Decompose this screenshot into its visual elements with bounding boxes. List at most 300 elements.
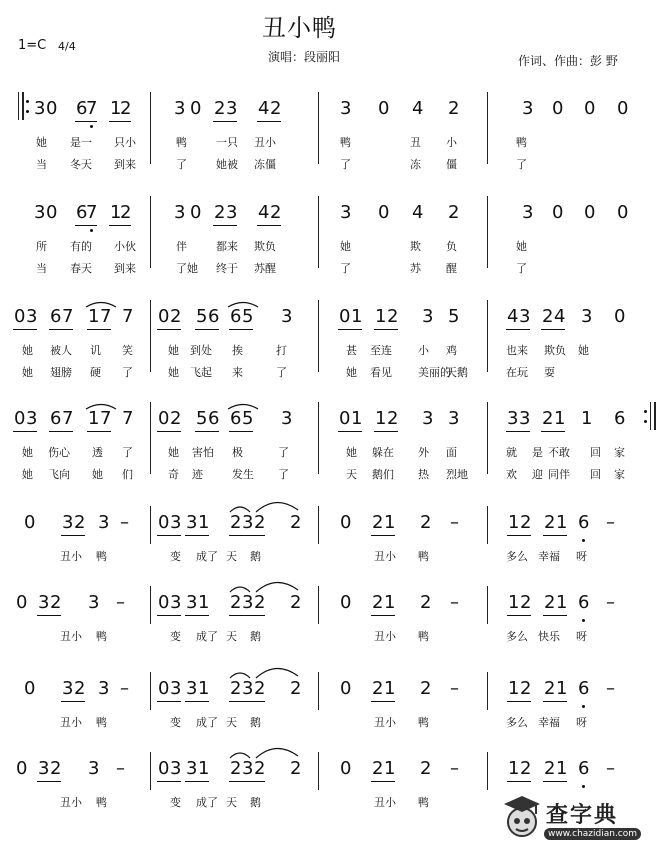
lyric: 丑 [410,136,421,149]
lyric: 僵 [446,158,457,171]
lyric: 了她 [176,262,198,275]
time-signature: 4/4 [58,40,76,53]
note: 2 [50,758,62,779]
note: 6 [76,202,88,223]
lyric: 变 [170,630,181,643]
lyric: 负 [446,240,457,253]
slur-arc [226,498,316,514]
note: 2 [290,678,302,699]
lyric: 她 [168,366,179,379]
lyric: 幸福 [538,550,560,563]
slur-arc [226,744,316,760]
note: 3 [34,202,46,223]
beam-underline [195,329,219,330]
note: 2 [372,592,384,613]
lyric: 了 [176,158,187,171]
low-octave-dot [582,705,585,708]
lyric: 挨 [232,344,243,357]
lyric: 都来 [216,240,238,253]
lyric: 是一 [70,136,92,149]
note: – [116,592,125,613]
beam-underline [37,781,61,782]
note: 1 [198,678,210,699]
beam-underline [507,701,531,702]
note: 2 [230,678,242,699]
lyric: 呀 [576,630,587,643]
bar-line [487,402,488,474]
note: 4 [554,306,566,327]
lyric: 欺 [410,240,421,253]
lyric: 极 [232,446,243,459]
note: 2 [372,512,384,533]
note: 0 [158,678,170,699]
lyric: 天 [226,796,237,809]
note: 0 [190,98,202,119]
note: 3 [170,592,182,613]
beam-underline [87,431,111,432]
lyric: 天鹅 [446,366,468,379]
beam-underline [213,225,237,226]
note: 7 [86,98,98,119]
note: 6 [230,408,242,429]
lyric: 回 [590,468,601,481]
lyric: 外 [418,446,429,459]
note: 3 [242,678,254,699]
note: 3 [581,306,593,327]
beam-underline [61,701,85,702]
note: – [450,592,459,613]
lyric: 迹 [192,468,203,481]
low-octave-dot [90,229,93,232]
note: 1 [198,512,210,533]
lyric: 鸭 [418,550,429,563]
note: 1 [384,758,396,779]
note: – [606,758,615,779]
note: 3 [98,678,110,699]
note: 2 [120,202,132,223]
note: 3 [242,512,254,533]
lyric: 了 [278,446,289,459]
note: 1 [508,758,520,779]
note: 2 [448,202,460,223]
repeat-dot [26,110,29,113]
note: 6 [578,512,590,533]
note: 7 [62,408,74,429]
low-octave-dot [582,539,585,542]
note: 7 [122,408,134,429]
bar-line [150,196,151,268]
note: – [606,678,615,699]
note: 3 [522,202,534,223]
lyric: 烈地 [446,468,468,481]
note: 0 [340,758,352,779]
lyric: 天 [226,716,237,729]
lyric: 多么 [506,716,528,729]
beam-underline [338,431,362,432]
beam-underline [229,781,265,782]
lyric: 冻 [410,158,421,171]
bar-line [318,300,319,372]
note: – [450,678,459,699]
repeat-dot [26,100,29,103]
lyric: 是 [532,446,543,459]
note: 2 [290,592,302,613]
note: 3 [62,678,74,699]
note: 0 [190,202,202,223]
note: 2 [542,408,554,429]
note: 2 [254,512,266,533]
note: 1 [554,408,566,429]
note: 4 [258,98,270,119]
beam-underline [157,535,181,536]
bar-line [150,402,151,474]
note: 3 [26,306,38,327]
note: 1 [88,408,100,429]
note: 2 [230,592,242,613]
note: 5 [196,408,208,429]
note: 7 [62,306,74,327]
low-octave-dot [582,785,585,788]
lyric: 鸭 [96,630,107,643]
lyric: 她 [22,366,33,379]
lyric: 呀 [576,550,587,563]
note: 0 [14,408,26,429]
lyric: 回 [590,446,601,459]
note: 3 [242,592,254,613]
beam-underline [543,701,567,702]
note: 3 [170,512,182,533]
note: 2 [544,592,556,613]
beam-underline [75,225,97,226]
lyric: 鸭 [96,796,107,809]
note: 2 [520,678,532,699]
lyric: 丑小 [374,716,396,729]
beam-underline [543,781,567,782]
lyric: 成了 [196,550,218,563]
note: 1 [110,98,122,119]
beam-underline [109,121,131,122]
lyric: 小伙 [114,240,136,253]
lyric: 了 [276,366,287,379]
lyric: 她被 [216,158,238,171]
beam-underline [185,615,209,616]
note: 6 [208,408,220,429]
note: 3 [174,202,186,223]
note: 1 [556,592,568,613]
beam-underline [506,329,530,330]
lyric: 至连 [370,344,392,357]
beam-underline [37,615,61,616]
lyric: 变 [170,716,181,729]
bar-line [150,300,151,372]
note: 2 [544,512,556,533]
lyric: 鹅 [250,630,261,643]
lyric: 丑小 [254,136,276,149]
note: 3 [242,758,254,779]
note: 3 [170,678,182,699]
note: 6 [578,592,590,613]
bar-line [318,586,319,624]
lyric: 她 [516,240,527,253]
lyric: 鸭 [96,550,107,563]
lyric: 苏 [410,262,421,275]
lyric: 在玩 [506,366,528,379]
note: 0 [340,592,352,613]
beam-underline [61,535,85,536]
lyric: 丑小 [60,796,82,809]
note: 1 [384,592,396,613]
lyric: 鸭 [176,136,187,149]
note: 2 [170,408,182,429]
note: 6 [578,758,590,779]
lyric: 她 [22,344,33,357]
beam-underline [13,329,37,330]
key-signature: 1=C [18,38,47,53]
lyric: 苏醒 [254,262,276,275]
bar-line [150,672,151,710]
watermark-logo [500,792,658,846]
slur-arc [84,402,118,410]
note: 2 [448,98,460,119]
watermark-brand: 查字典 [546,803,619,828]
lyric: 成了 [196,796,218,809]
lyric: 她 [168,344,179,357]
beam-underline [195,431,219,432]
note: 0 [46,98,58,119]
beam-underline [157,781,181,782]
lyric: 硬 [90,366,101,379]
lyric: 丑小 [374,630,396,643]
note: 3 [522,98,534,119]
lyric: 到来 [114,158,136,171]
lyric: 只小 [114,136,136,149]
beam-underline [371,701,395,702]
repeat-start-thick [22,92,24,120]
beam-underline [75,121,97,122]
note: 1 [556,758,568,779]
bar-line [487,92,488,164]
beam-underline [185,535,209,536]
note: 1 [384,678,396,699]
slur-arc [84,300,118,308]
composer-credit: 作词、作曲：彭 野 [518,54,618,68]
lyric: 不敢 [548,446,570,459]
bar-line [487,672,488,710]
low-octave-dot [90,125,93,128]
bar-line [318,402,319,474]
bar-line [318,752,319,790]
lyric: 到来 [114,262,136,275]
repeat-end-thick [654,402,656,430]
beam-underline [371,615,395,616]
note: 6 [50,408,62,429]
beam-underline [543,535,567,536]
beam-underline [87,329,111,330]
note: 2 [214,98,226,119]
note: 3 [422,306,434,327]
beam-underline [543,615,567,616]
note: 1 [556,512,568,533]
note: 7 [100,408,112,429]
note: – [606,512,615,533]
beam-underline [229,329,253,330]
bar-line [487,506,488,544]
lyric: 了 [516,158,527,171]
lyric: 们 [122,468,133,481]
note: 2 [120,98,132,119]
lyric: 家 [614,446,625,459]
lyric: 丑小 [60,716,82,729]
low-octave-dot [582,619,585,622]
note: 2 [544,678,556,699]
note: 5 [448,306,460,327]
note: 3 [507,408,519,429]
lyric: 笑 [122,344,133,357]
lyric: 丑小 [60,550,82,563]
note: 0 [158,592,170,613]
lyric: 鸭 [516,136,527,149]
note: – [116,758,125,779]
lyric: 来 [232,366,243,379]
lyric: 鹅们 [372,468,394,481]
beam-underline [185,701,209,702]
note: 0 [552,98,564,119]
note: 3 [422,408,434,429]
note: 6 [208,306,220,327]
bar-line [318,506,319,544]
note: – [606,592,615,613]
beam-underline [507,615,531,616]
note: 0 [584,98,596,119]
beam-underline [229,431,253,432]
note: 3 [174,98,186,119]
note: 2 [420,758,432,779]
note: 3 [226,202,238,223]
note: 2 [544,758,556,779]
graduate-icon [500,792,544,842]
note: 0 [378,98,390,119]
lyric: 一只 [216,136,238,149]
note: 1 [88,306,100,327]
bar-line [487,300,488,372]
beam-underline [371,781,395,782]
note: 2 [74,512,86,533]
lyric: 她 [578,344,589,357]
note: 5 [196,306,208,327]
note: 3 [88,758,100,779]
note: 4 [507,306,519,327]
note: 0 [16,592,28,613]
beam-underline [229,535,265,536]
lyric: 冻僵 [254,158,276,171]
repeat-dot [644,420,647,423]
note: 1 [508,592,520,613]
note: 2 [170,306,182,327]
singer-credit: 演唱：段丽阳 [268,50,341,64]
note: 2 [214,202,226,223]
lyric: 鹅 [250,550,261,563]
note: 6 [50,306,62,327]
note: 0 [552,202,564,223]
lyric: 讥 [90,344,101,357]
note: 7 [100,306,112,327]
note: 2 [420,678,432,699]
lyric: 丑小 [60,630,82,643]
slur-arc [226,664,316,680]
note: 2 [230,758,242,779]
note: 2 [520,512,532,533]
lyric: 美丽的 [418,366,451,379]
lyric: 热 [418,468,429,481]
lyric: 鸭 [340,136,351,149]
beam-underline [49,329,73,330]
lyric: 飞向 [48,468,70,481]
lyric: 天 [346,468,357,481]
note: 7 [86,202,98,223]
note: 3 [340,98,352,119]
note: 2 [290,758,302,779]
note: 6 [578,678,590,699]
note: 7 [122,306,134,327]
beam-underline [109,225,131,226]
lyric: 伤心 [48,446,70,459]
note: 1 [351,408,363,429]
note: 2 [254,678,266,699]
lyric: 所 [36,240,47,253]
note: – [120,678,129,699]
note: 0 [24,512,36,533]
lyric: 她 [346,366,357,379]
lyric: 天 [226,630,237,643]
note: 3 [170,758,182,779]
beam-underline [506,431,530,432]
lyric: 了 [340,158,351,171]
beam-underline [507,535,531,536]
note: 0 [617,98,629,119]
lyric: 呀 [576,716,587,729]
note: 4 [258,202,270,223]
note: 0 [16,758,28,779]
note: 3 [62,512,74,533]
note: 6 [230,306,242,327]
lyric: 鸭 [418,630,429,643]
note: 2 [420,592,432,613]
bar-line [150,506,151,544]
lyric: 打 [276,344,287,357]
beam-underline [157,615,181,616]
note: 2 [372,758,384,779]
note: – [450,758,459,779]
note: 2 [270,98,282,119]
beam-underline [49,431,73,432]
note: 2 [230,512,242,533]
lyric: 小 [418,344,429,357]
note: 2 [254,758,266,779]
lyric: 被人 [50,344,72,357]
lyric: 醒 [446,262,457,275]
lyric: 她 [340,240,351,253]
note: 2 [520,758,532,779]
note: 3 [340,202,352,223]
lyric: 透 [92,446,103,459]
slur-arc [226,300,260,308]
beam-underline [13,431,37,432]
note: 2 [74,678,86,699]
lyric: 家 [614,468,625,481]
note: 0 [617,202,629,223]
note: 4 [412,202,424,223]
note: 1 [110,202,122,223]
